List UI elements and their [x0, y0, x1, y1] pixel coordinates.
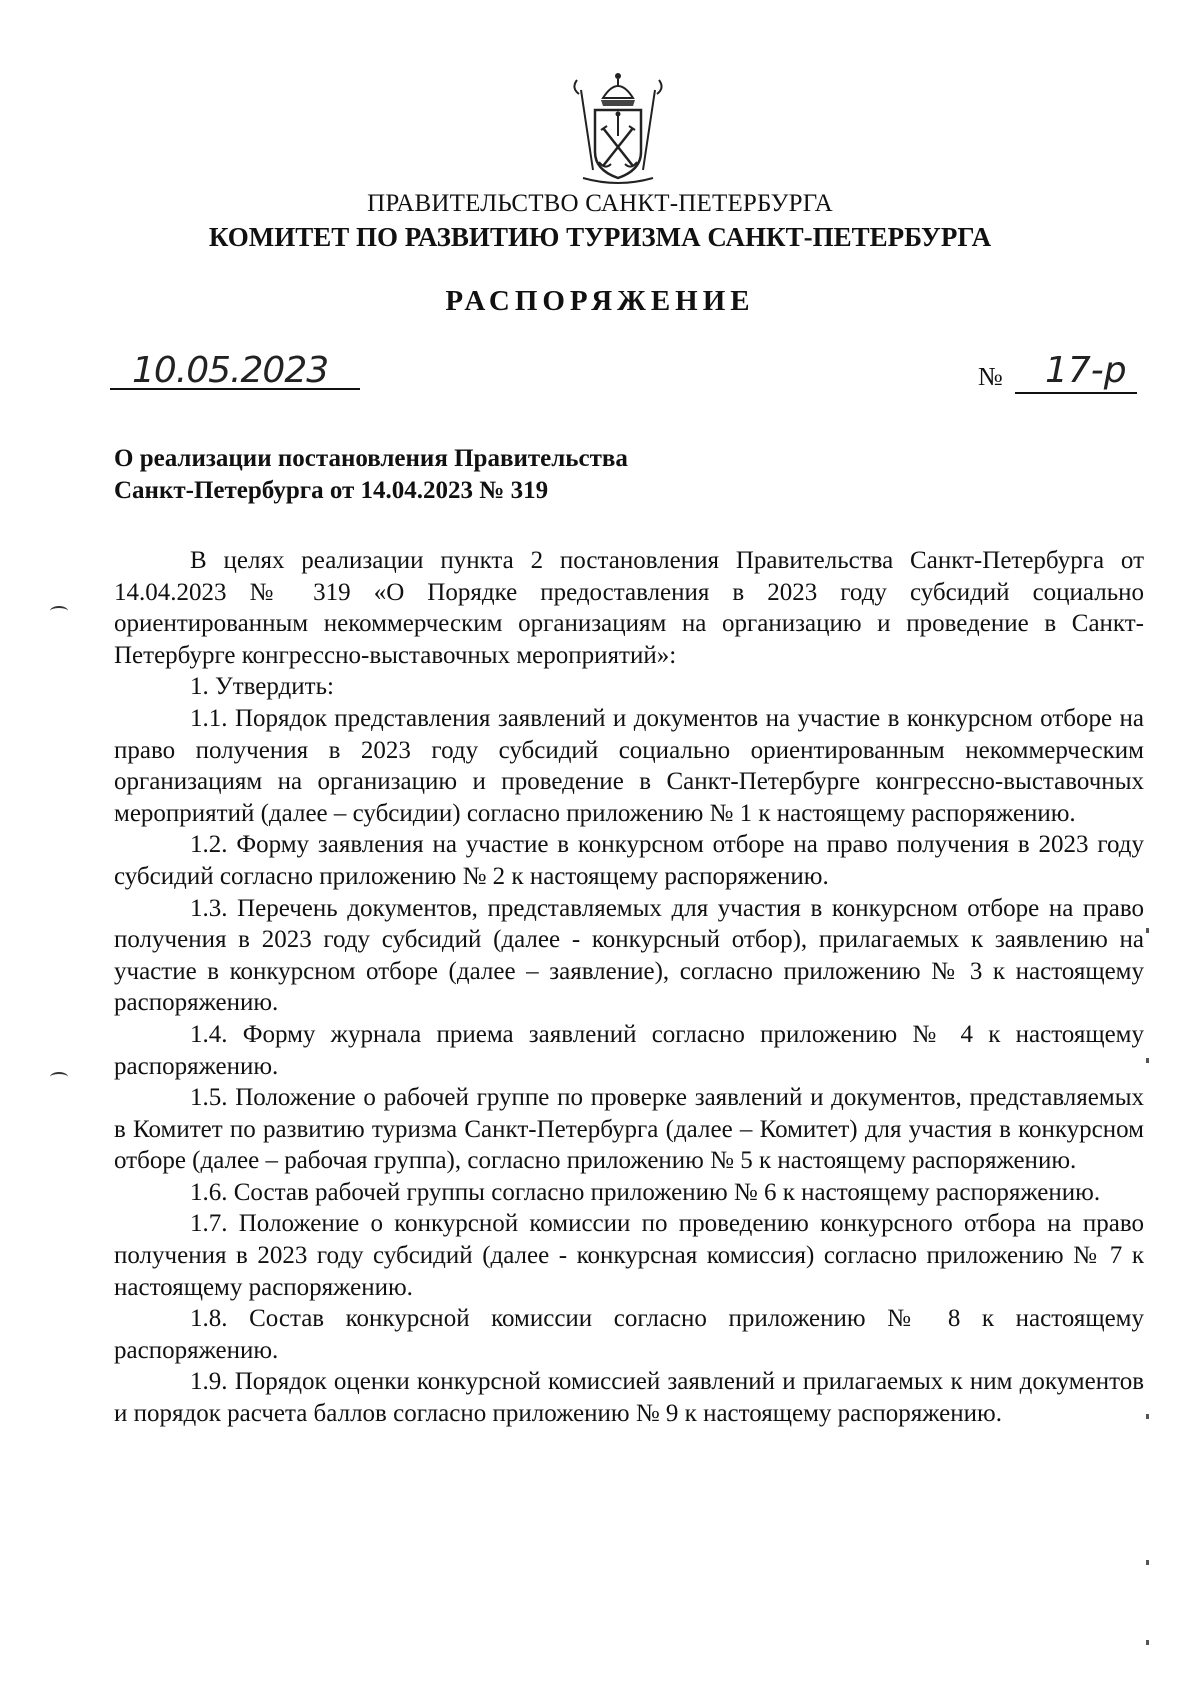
item-1-4-paragraph: 1.4. Форму журнала приема заявлений согласно приложению № 4 к настоящему распоряжению. [114, 1020, 1144, 1080]
document-subject [114, 443, 814, 507]
document-type-title: РАСПОРЯЖЕНИЕ [445, 285, 755, 317]
item-1-8-paragraph: 1.8. Состав конкурсной комиссии согласно приложению № 8 к настоящему распоряжению. [114, 1305, 1144, 1364]
item-1-3-paragraph: 1.3. Перечень документов, представляемых для участия в конкурсном отборе на право получения в 2023 году субсидий (далее - конкурсный отбор), прилагаемых к заявлению на участие в конкурсном отборе (далее – заявление), согласно приложению № 3 к настоящему распоряжению. [114, 894, 1144, 1017]
subject-line-1: О реализации постановления Правительства [114, 445, 628, 472]
handwritten-number: 17-р [1045, 350, 1127, 391]
scan-dot [1146, 1414, 1149, 1419]
date-field [110, 350, 360, 390]
item-1-7-paragraph: 1.7. Положение о конкурсной комиссии по проведению конкурсного отбора на право получения в 2023 году субсидий (далее - конкурсная комиссия) согласно приложению № 7 к настоящему распоряжению. [114, 1210, 1144, 1301]
committee-title: КОМИТЕТ ПО РАЗВИТИЮ ТУРИЗМА САНКТ-ПЕТЕРБУРГА [208, 222, 992, 252]
government-title: ПРАВИТЕЛЬСТВО САНКТ-ПЕТЕРБУРГА [367, 190, 833, 217]
document-body [114, 545, 1144, 1430]
subject-line-2: Санкт-Петербурга от 14.04.2023 № 319 [114, 477, 549, 504]
item-1-6-paragraph: 1.6. Состав рабочей группы согласно приложению № 6 к настоящему распоряжению. [190, 1178, 1101, 1206]
number-field [1015, 350, 1137, 394]
handwritten-date: 10.05.2023 [132, 350, 329, 391]
scan-dot [1146, 1058, 1149, 1063]
item-1-9-paragraph: 1.9. Порядок оценки конкурсной комиссией заявлений и прилагаемых к ним документов и порядок расчета баллов согласно приложению № 9 к настоящему распоряжению. [114, 1368, 1144, 1428]
scan-dot [1146, 1640, 1149, 1645]
scan-dot [1146, 928, 1149, 933]
preamble-paragraph: В целях реализации пункта 2 постановления Правительства Санкт-Петербурга от 14.04.2023 № 319 «О Порядке предоставления в 2023 году субсидий социально ориентированным некоммерческим организациям на организацию и проведение в Санкт-Петербурге конгрессно-выставочных мероприятий»: [114, 547, 1144, 669]
item-1-5-paragraph: 1.5. Положение о рабочей группе по проверке заявлений и документов, представляемых в Комитет по развитию туризма Санкт-Петербурга (далее – Комитет) для участия в конкурсном отборе (далее – рабочая группа), согласно приложению № 5 к настоящему распоряжению. [114, 1084, 1144, 1175]
item-1-paragraph: 1. Утвердить: [190, 673, 334, 701]
item-1-2-paragraph: 1.2. Форму заявления на участие в конкурсном отборе на право получения в 2023 году субсидий согласно приложению № 2 к настоящему распоряжению. [114, 831, 1144, 890]
scan-dot [1146, 1560, 1149, 1565]
margin-mark [50, 1072, 68, 1082]
margin-mark [50, 606, 68, 616]
coat-of-arms-icon [563, 70, 673, 190]
item-1-1-paragraph: 1.1. Порядок представления заявлений и документов на участие в конкурсном отборе на право получения в 2023 году субсидий социально ориентированным некоммерческим организациям на организацию и проведение в Санкт-Петербурге конгрессно-выставочных мероприятий (далее – субсидии) согласно приложению № 1 к настоящему распоряжению. [114, 704, 1144, 827]
number-label: № [978, 362, 1003, 391]
